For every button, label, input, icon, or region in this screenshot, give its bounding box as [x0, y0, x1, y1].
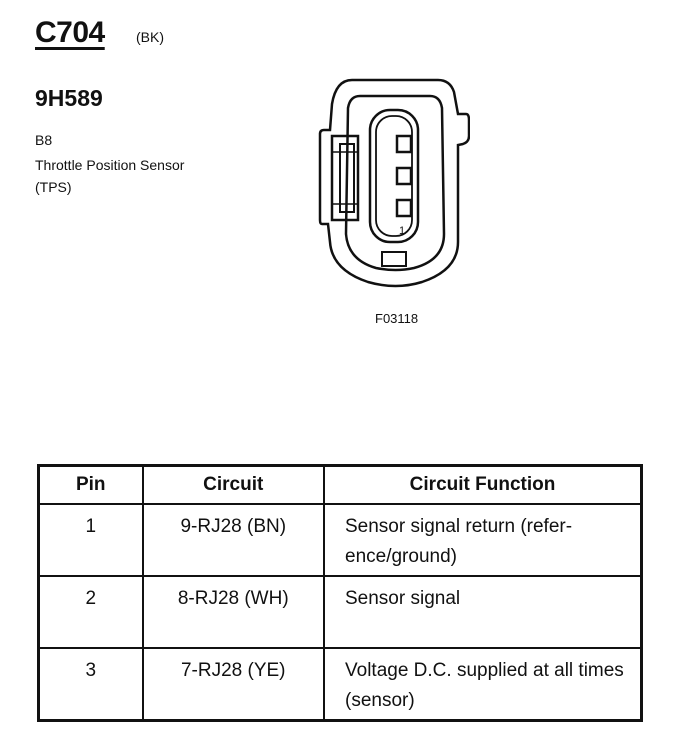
table-row — [39, 648, 642, 721]
pin-cell: 2 — [39, 576, 143, 648]
pin-cell: 3 — [39, 648, 143, 721]
table-header-row — [39, 466, 642, 505]
pin-cell: 1 — [39, 504, 143, 576]
figure-id: F03118 — [375, 311, 419, 326]
connector-face-diagram — [318, 74, 470, 292]
pin-3-cavity — [397, 136, 411, 152]
pin-2-cavity — [397, 168, 411, 184]
header-circuit: Circuit — [143, 466, 324, 505]
part-number: 9H589 — [35, 85, 103, 111]
function-cell: Sensor signal — [345, 588, 461, 609]
component-name: Throttle Position Sensor (TPS) — [35, 157, 185, 195]
connector-id: C704 — [35, 16, 105, 49]
connector-color: (BK) — [136, 29, 164, 45]
table-row — [39, 504, 642, 576]
table-row — [39, 576, 642, 648]
function-cell: Voltage D.C. supplied at all times (sensor) — [345, 660, 624, 711]
circuit-cell: 8-RJ28 (WH) — [143, 576, 324, 648]
function-cell: Sensor signal return (refer-ence/ground) — [345, 516, 573, 567]
connector-inner-housing — [346, 96, 444, 270]
pin-1-label: 1 — [399, 225, 406, 237]
pin-1-cavity — [397, 200, 411, 216]
pinout-table — [37, 464, 643, 722]
circuit-cell: 7-RJ28 (YE) — [143, 648, 324, 721]
header-circuit-function: Circuit Function — [324, 466, 642, 505]
location-code: B8 — [35, 132, 53, 148]
bottom-key — [382, 252, 406, 266]
circuit-cell: 9-RJ28 (BN) — [143, 504, 324, 576]
header-pin: Pin — [39, 466, 143, 505]
